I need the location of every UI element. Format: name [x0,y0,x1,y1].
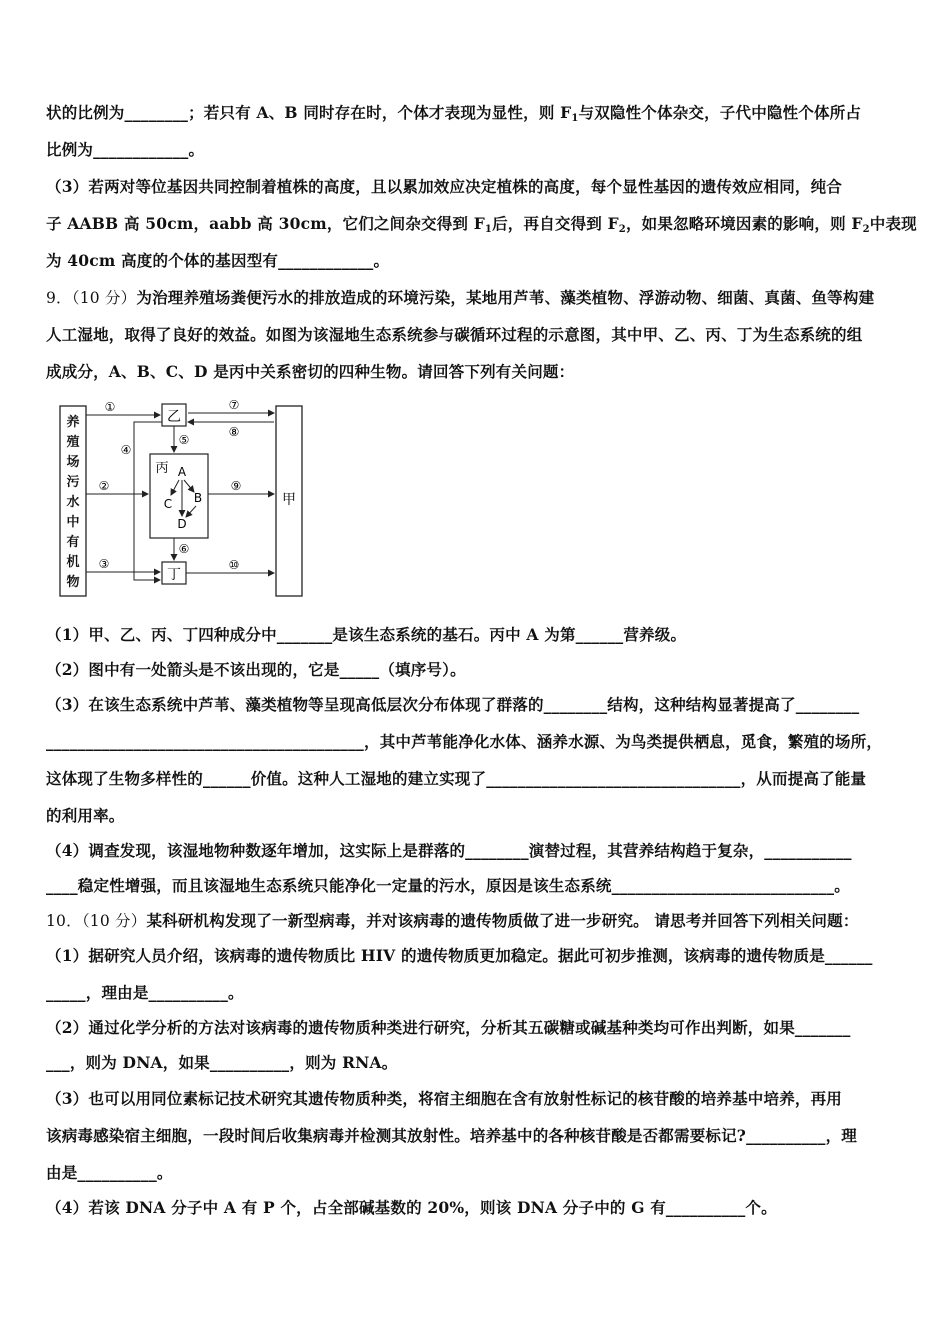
arrow-b-d [186,506,196,517]
text-line-1: 状的比例为________；若只有 A、B 同时存在时，个体才表现为显性，则 $F_1$与双隐性个体杂交，子代中隐性个体所占 [46,103,862,124]
text-line-3: （3）若两对等位基因共同控制着植株的高度，且以累加效应决定植株的高度，每个显性基因的遗传效应相同，纯合 [46,177,842,196]
organism-b: B [193,491,203,505]
text-line-4: 子 AABB 高 50cm，aabb 高 30cm，它们之间杂交得到 $F_1$后，再自交得到 $F_2$，如果忽略环境因素的影响，则 $F_2$中表现 [46,214,917,235]
question-9-sub-3d: 的利用率。 [46,806,125,825]
yi-label: 乙 [167,409,181,425]
source-char-3: 场 [66,455,80,470]
source-char-7: 有 [66,535,80,550]
arrow-a-c [171,480,179,495]
question-10-intro: 10．（10 分）某科研机构发现了一新型病毒，并对该病毒的遗传物质做了进一步研究。 请思考并回答下列相关问题： [46,911,859,930]
arrow-7-label: ⑦ [228,398,240,412]
arrow-a-b [184,480,194,492]
question-10-sub-3a: （3）也可以用同位素标记技术研究其遗传物质种类，将宿主细胞在含有放射性标记的核苷酸的培养基中培养，再用 [46,1089,842,1108]
question-9-number: 9．（10 分） [46,289,137,307]
arrow-3-label: ③ [98,557,110,571]
question-9-intro-1: 9．（10 分）为治理养殖场粪便污水的排放造成的环境污染，某地用芦苇、藻类植物、浮游动物、细菌、真菌、鱼等构建 [46,288,875,307]
source-char-2: 殖 [66,435,80,450]
arrow-4-label: ④ [120,443,132,457]
question-10-sub-1b: _____，理由是__________。 [46,983,244,1002]
question-9-sub-3a: （3）在该生态系统中芦苇、藻类植物等呈现高低层次分布体现了群落的________结构，这种结构显著提高了________ [46,695,860,714]
arrow-8-label: ⑧ [228,425,240,439]
organism-a: A [177,465,187,479]
arrow-4 [134,422,162,580]
source-char-5: 水 [66,495,80,510]
question-9-sub-3c: 这体现了生物多样性的______价值。这种人工湿地的建立实现了________________________________，从而提高了能量 [46,769,867,788]
source-char-9: 物 [66,575,80,590]
text-line-5: 为 40cm 高度的个体的基因型有____________。 [46,251,390,270]
question-10-sub-3c: 由是__________。 [46,1163,173,1182]
question-9-sub-4b: ____稳定性增强，而且该湿地生态系统只能净化一定量的污水，原因是该生态系统____________________________。 [46,876,850,895]
arrow-10-label: ⑩ [228,558,240,572]
question-10-number: 10．（10 分） [46,912,147,930]
bing-label: 丙 [155,461,169,476]
question-9-sub-4a: （4）调查发现，该湿地物种数逐年增加，这实际上是群落的________演替过程，其营养结构趋于复杂，___________ [46,841,852,860]
question-9-sub-2: （2）图中有一处箭头是不该出现的，它是_____（填序号）。 [46,660,466,679]
question-9-sub-1: （1）甲、乙、丙、丁四种成分中_______是该生态系统的基石。丙中 A 为第______营养级。 [46,625,687,644]
question-9-intro-2: 人工湿地，取得了良好的效益。如图为该湿地生态系统参与碳循环过程的示意图，其中甲、乙、丙、丁为生态系统的组 [46,325,863,344]
question-10-sub-1a: （1）据研究人员介绍，该病毒的遗传物质比 HIV 的遗传物质更加稳定。据此可初步推测，该病毒的遗传物质是______ [46,946,873,965]
arrow-5-label: ⑤ [178,433,190,447]
arrow-2-label: ② [98,479,110,493]
jia-label: 甲 [282,492,296,508]
organism-c: C [163,497,173,511]
carbon-cycle-diagram [58,396,308,602]
organism-d: D [177,517,187,531]
source-char-6: 中 [66,515,80,530]
arrow-9-label: ⑨ [230,479,242,493]
arrow-1-label: ① [104,400,116,414]
arrow-6-label: ⑥ [178,542,190,556]
source-char-4: 污 [66,475,80,490]
question-9-intro-3: 成成分，A、B、C、D 是丙中关系密切的四种生物。请回答下列有关问题： [46,362,575,381]
source-char-1: 养 [66,415,80,430]
text-line-2: 比例为____________。 [46,140,205,159]
question-10-sub-4: （4）若该 DNA 分子中 A 有 P 个，占全部碱基数的 20%，则该 DNA 分子中的 G 有__________个。 [46,1198,777,1217]
question-10-sub-2a: （2）通过化学分析的方法对该病毒的遗传物质种类进行研究，分析其五碳糖或碱基种类均可作出判断，如果_______ [46,1018,851,1037]
question-9-sub-3b: ________________________________________，其中芦苇能净化水体、涵养水源、为鸟类提供栖息，觅食，繁殖的场所， [46,732,883,751]
ding-label: 丁 [167,567,181,583]
question-10-sub-2b: ___，则为 DNA，如果__________，则为 RNA。 [46,1053,398,1072]
source-char-8: 机 [66,555,80,570]
question-10-sub-3b: 该病毒感染宿主细胞，一段时间后收集病毒并检测其放射性。培养基中的各种核苷酸是否都需要标记?__________，理 [46,1126,857,1145]
